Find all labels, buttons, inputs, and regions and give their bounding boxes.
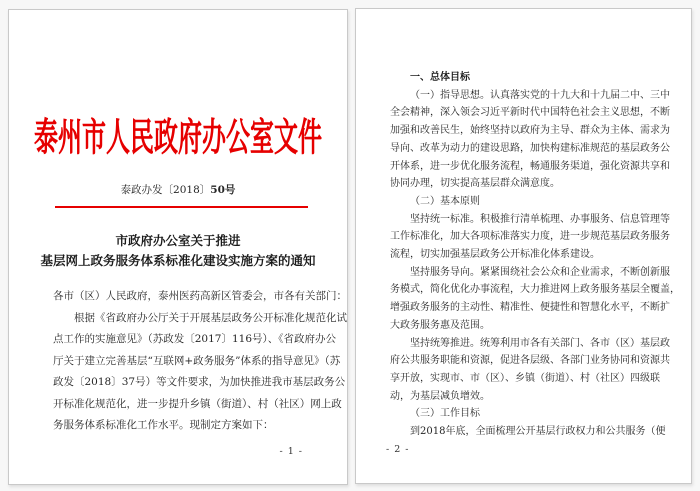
body-line: 工作标准化，加大各项标准落实力度，进一步规范基层政务服务 [390,231,670,243]
page-1 [8,9,348,485]
document-number [9,182,347,197]
page-1-body-text [53,286,347,437]
body-line: 各市（区）人民政府，泰州医药高新区管委会，市各有关部门： [53,290,347,302]
body-line: 一、总体目标 [410,72,470,83]
body-line: 大政务服务惠及范围。 [390,319,490,331]
body-line: 增强政务服务的主动性、精准性、便捷性和智慧化水平，不断扩 [390,302,670,314]
notice-title-line-2: 基层网上政务服务体系标准化建设实施方案的通知 [40,253,316,268]
body-line: 坚持统一标准。积极推行清单梳理、办事服务、信息管理等 [410,213,670,225]
body-line: 坚持统筹推进。统筹利用市各有关部门、各市（区）基层政 [410,337,670,349]
body-line: 全会精神，深入领会习近平新时代中国特色社会主义思想，不断 [390,107,670,119]
body-line: （三）工作目标 [410,408,480,420]
document-number-value: 50号 [210,184,236,196]
body-line: 政发〔2018〕37号）等文件要求，为加快推进我市基层政务公 [53,376,346,388]
body-line: 流程，切实加强基层政务公开标准化体系建设。 [390,249,600,261]
body-line: 动，为基层减负增效。 [390,390,490,402]
red-letterhead-title: 泰州市人民政府办公室文件 [34,113,322,160]
red-divider-line [55,206,308,208]
body-line: 享开放，实现市、市（区）、乡镇（街道）、村（社区）四级联 [390,372,660,384]
body-line: 务服务体系标准化工作水平。现制定方案如下： [53,419,274,431]
body-line: 导向、改革为动力的建设思路，加快构建标准规范的基层政务公 [390,142,670,154]
body-line: 点工作的实施意见》（苏政发〔2017〕116号）、《省政府办公 [53,333,337,345]
page-2 [355,8,692,484]
body-line: 开标准化规范化，进一步提升乡镇（街道）、村（社区）网上政 [53,397,342,410]
document-number-prefix: 泰政办发〔2018〕 [120,184,211,196]
body-line: 务模式，简化优化办事流程，大力推进网上政务服务基层全覆盖， [390,284,680,296]
notice-title-line-1: 市政府办公室关于推进 [115,233,241,248]
page-1-number: - 1 - [279,446,303,457]
body-line: （二）基本原则 [410,195,480,207]
body-line: 府公共服务职能和资源，促进各层级、各部门业务协同和资源共 [390,355,670,367]
body-line: 到2018年底，全面梳理公开基层行政权力和公共服务（便 [410,426,666,438]
body-line: （一）指导思想。认真落实党的十九大和十九届二中、三中 [410,89,670,101]
body-line: 加强和改善民生，始终坚持以政府为主导、群众为主体、需求为 [390,125,670,137]
body-line: 根据《省政府办公厅关于开展基层政务公开标准化规范化试 [74,311,347,324]
body-line: 协同办理，切实提高基层群众满意度。 [390,178,560,190]
page-2-number: - 2 - [386,444,410,455]
notice-title [9,231,347,271]
body-line: 厅关于建立完善基层“互联网+政务服务”体系的指导意见》（苏 [53,354,341,367]
body-line: 开体系，进一步优化服务流程，畅通服务渠道，强化资源共享和 [390,160,670,172]
body-line: 坚持服务导向。紧紧围绕社会公众和企业需求，不断创新服 [410,266,670,278]
page-2-body-text [390,69,680,441]
